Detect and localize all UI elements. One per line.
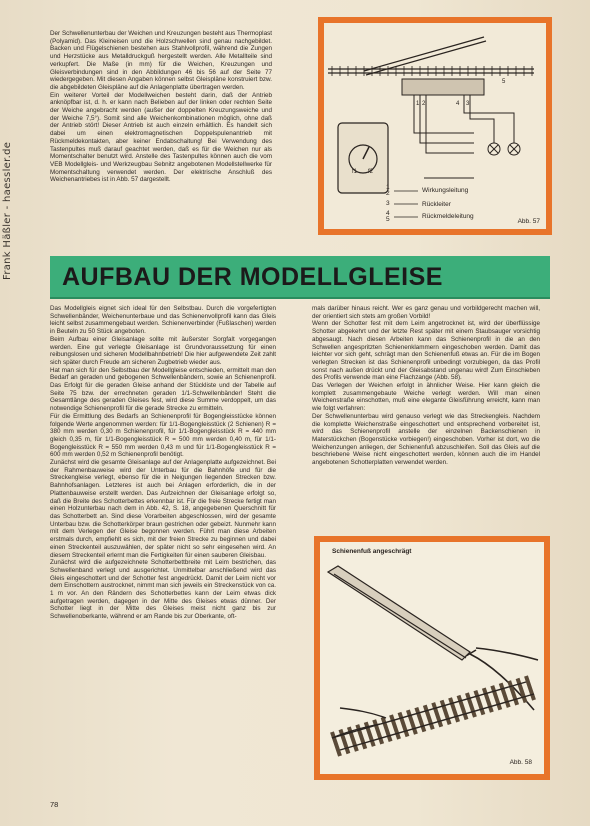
top-text-column [50,30,272,244]
rail-illustration [320,542,544,774]
switch-label-f1: f1 [352,169,358,175]
section-banner [50,256,550,299]
wire-label: 1 [416,101,420,107]
right-text-column [312,305,540,531]
paragraph: Ein weiterer Vorteil der Modellweichen besteht darin, daß der Antrieb anknöpfbar ist, d. h. er kann nach Belieben auf der linken oder rechten Seite der Weiche angebracht werden (außer der doppelten Kreuzungsweiche und der Weiche 7,5°). Somit sind alle Weichenkombinationen möglich, ohne daß der Antrieb stört! Dieser Antrieb ist auch einzeln erhältlich. Es handelt sich dabei um einen elektromagnetischen Doppelspulenantrieb mit Rückmeldekontakten, aber keiner Endabschaltung! Bei Verwendung des Tastenpultes muß darauf geachtet werden, daß es für die Weichen nur als Momentschalter benutzt wird. Anstelle des Tastenpultes können auch die vom VEB Modellgleis- und Werkzeugbau Sebnitz angebotenen Modellstellwerke für Momentschaltung verwendet werden. Der elektrische Anschluß des Weichenantriebes ist in Abb. 57 dargestellt. [50,91,272,184]
figure-58-rail-illustration [314,536,550,780]
legend-number: 1 [386,184,390,191]
paragraph: Beim Aufbau einer Gleisanlage sollte mit äußerster Sorgfalt vorgegangen werden. Eine gut verlegte Gleisanlage ist Grundvoraussetzung für einen reibungslosen und sicheren Modellbahnbetrieb! Die hier aufgewendete Zeit zahlt sich später durch Freude am sicheren Zugbetrieb wieder aus. [50,335,276,366]
paragraph: mals darüber hinaus reicht. Wer es ganz genau und vorbildgerecht machen will, der orientiert sich stets am großen Vorbild! [312,305,540,320]
wire-label: 4 [456,101,460,107]
figure-58-caption: Abb. 58 [509,759,532,766]
paragraph: Das Verlegen der Weichen erfolgt in ähnlicher Weise. Hier kann gleich die komplett zusammengebaute Weiche verlegt werden. Will man einen Weichenstraße einschotten, muß eine elegante Gleisführung erreicht, kann man wie folgt verfahren: [312,382,540,413]
paragraph: Hat man sich für den Selbstbau der Modellgleise entschieden, ermittelt man den Bedarf an geraden und gebogenen Schwellenbändern, sowie an Schienenprofil. Das Erfolgt für die geraden Gleise anhand der Stückliste und der Tabelle auf Seite 75 bzw. der errechneten geraden 1/1-Schwellenbänder! Steht die Gesamtlänge des geraden Gleises fest, wird diese Summe verdoppelt, um das notwendige Schienenprofil für die gerade Strecke zu ermitteln. [50,366,276,413]
paragraph: Wenn der Schotter fest mit dem Leim angetrocknet ist, wird der überflüssige Schotter abgekehrt und der letzte Rest später mit einem Staubsauger vorsichtig abgesaugt. Nach diesen Arbeiten kann das Schienenprofil in die an den Schwellen angespritzten Schienenklammern eingeschoben werden. Damit das leichter vor sich geht, schrägt man den Schienenfuß etwas an. Für die im Bogen verlegten Strecken ist das Schienenprofil unbedingt vorzubiegen, da das Profil sonst nach außen drückt und der Gleisabstand ungenau wird! Zum Einschieben des Profils verwende man eine Flachzange (Abb. 58). [312,320,540,382]
legend-text: Rückmeldeleitung [422,213,474,220]
paragraph: Zunächst wird die aufgezeichnete Schotterbettbreite mit Leim bestrichen, das Schwellenband verlegt und ausgerichtet. Unmittelbar anschließend wird das Gleis eingeschottert und der Schotter fest angedrückt. Damit der Leim nicht vor dem Einschottern austrocknet, nimmt man sich jeweils ein Streckenstück von ca. 1 m vor. An den Rändern des Schotterbettes kann der Leim etwas dick aufgetragen werden, dagegen in der Mitte des Gleises etwas dünner. Der Schotter liegt in der Mitte des Gleises meist nicht ganz bis zur Schwellenoberkante, während er am Rande bis zur Oberkante, oft- [50,559,276,621]
wire-label: 2 [422,101,426,107]
left-text-column [50,305,276,805]
paragraph: Für die Ermittlung des Bedarfs an Schienenprofil für Bogengleisstücke können folgende Werte angenommen werden: für 1/1-Bogengleisstück (2 Schienen) R = 380 mm werden 0,30 m Schienenprofil, für 1/1-Bogengleisstück R = 440 mm gleich 0,35 m, für 1/1-Bogengleisstück R = 500 mm werden 0,40 m, für 1/1-Bogengleisstück R = 550 mm werden 0,43 m und für 1/1-Bogengleisstück R = 600 mm werden 0,52 m Schienenprofil benötigt. [50,412,276,459]
wiring-diagram [324,23,546,229]
paragraph: Das Modellgleis eignet sich ideal für den Selbstbau. Durch die vorgefertigten Schwellenbänder, Weichenunterbaue und das Schienenvollprofil kann das Gleis leicht selbst zusammengebaut werden. Schienenverbinder (Fußlaschen) werden in Beuteln zu 50 Stück angeboten. [50,305,276,336]
paragraph: Der Schwellenunterbau wird genauso verlegt wie das Streckengleis. Nachdem die komplette Weichenstraße eingeschottert und entsprechend vorbereitet ist, wird das Schienenprofil anstelle der einzelnen Backenschienen in Materstückchen (Bogenstücke vorbiegen!) eingeschoben. Vorher ist dort, wo die Weichenzungen anliegen, der Schienenfuß abzuschleifen. Soll das Gleis auf die beschriebene Weise nicht eingeschottert werden, können auch die im Handel angebotenen Schotterplatten verwendet werden. [312,412,540,467]
figure-57-wiring-diagram [318,17,552,235]
legend-text: Wirkungsleitung [422,187,469,194]
legend-text: Rückleiter [422,201,451,208]
section-title: AUFBAU DER MODELLGLEISE [62,263,443,291]
page-number: 78 [50,800,59,809]
switch-label-f2: f2 [368,169,374,175]
figure-57-caption: Abb. 57 [517,218,540,225]
paragraph: Zunächst wird die gesamte Gleisanlage auf der Anlagenplatte aufgezeichnet. Bei der Rahmenbauweise wird der Unterbau für die Bahnhöfe und für die Streckengleise verlegt, ebenso für die in Neigungen liegenden Strecken bzw. Bahnhofsanlagen. Letzteres ist auch bei Anlagen erforderlich, die in der Plattenbauweise erstellt werden. Das Aufzeichnen der Gleisanlage erfolgt so, daß die Breite des Schotterbettes erkennbar ist. Für die freie Strecke fertigt man einen Holzunterbau nach dem in Abb. 42, S. 18, angegebenen Querschnitt für das Schotterbett an. Sind diese Vorarbeiten abgeschlossen, wird der gesamte Unterbau bzw. die Schotterkörper braun gestrichen oder gebeizt. Nunmehr kann mit dem Verlegen der Gleise begonnen werden. Führt man diese Arbeiten erstmals durch, empfiehlt es sich, mit der freien Strecke zu beginnen und dabei einen Streckenteil auszuwählen, der später nicht so sehr eingesehen wird. An diesem Streckenteil erlernt man die Fertigkeiten für einen sauberen Gleisbau. [50,459,276,559]
paragraph: Der Schwellenunterbau der Weichen und Kreuzungen besteht aus Thermoplast (Polyamid). Das Kleineisen und die Holzschwellen sind genau nachgebildet. Backen und Flügelschienen bestehen aus Stahlvollprofil, während die Zungen und Herzstücke aus Metalldruckguß hergestellt werden. Alle Metallteile sind verkupfert. Die Maße (in mm) für die Weichen, Kreuzungen und Gleisverbindungen sind in den Abbildungen 46 bis 56 auf der Seite 77 wiedergegeben. Mit diesen Angaben können selbst Gleispläne konstruiert bzw. die abgebildeten Gleispläne auf die Anlagenplatte übertragen werden. [50,30,272,91]
legend-number: 2 [386,190,390,197]
wire-label: 5 [502,79,506,85]
legend-number: 4 [386,210,390,217]
wire-label: 3 [466,101,470,107]
legend-number: 3 [386,200,390,207]
legend-number: 5 [386,216,390,223]
figure-58-title: Schienenfuß angeschrägt [332,548,412,555]
side-credit: Frank Häßler - haessler.de [2,141,13,280]
